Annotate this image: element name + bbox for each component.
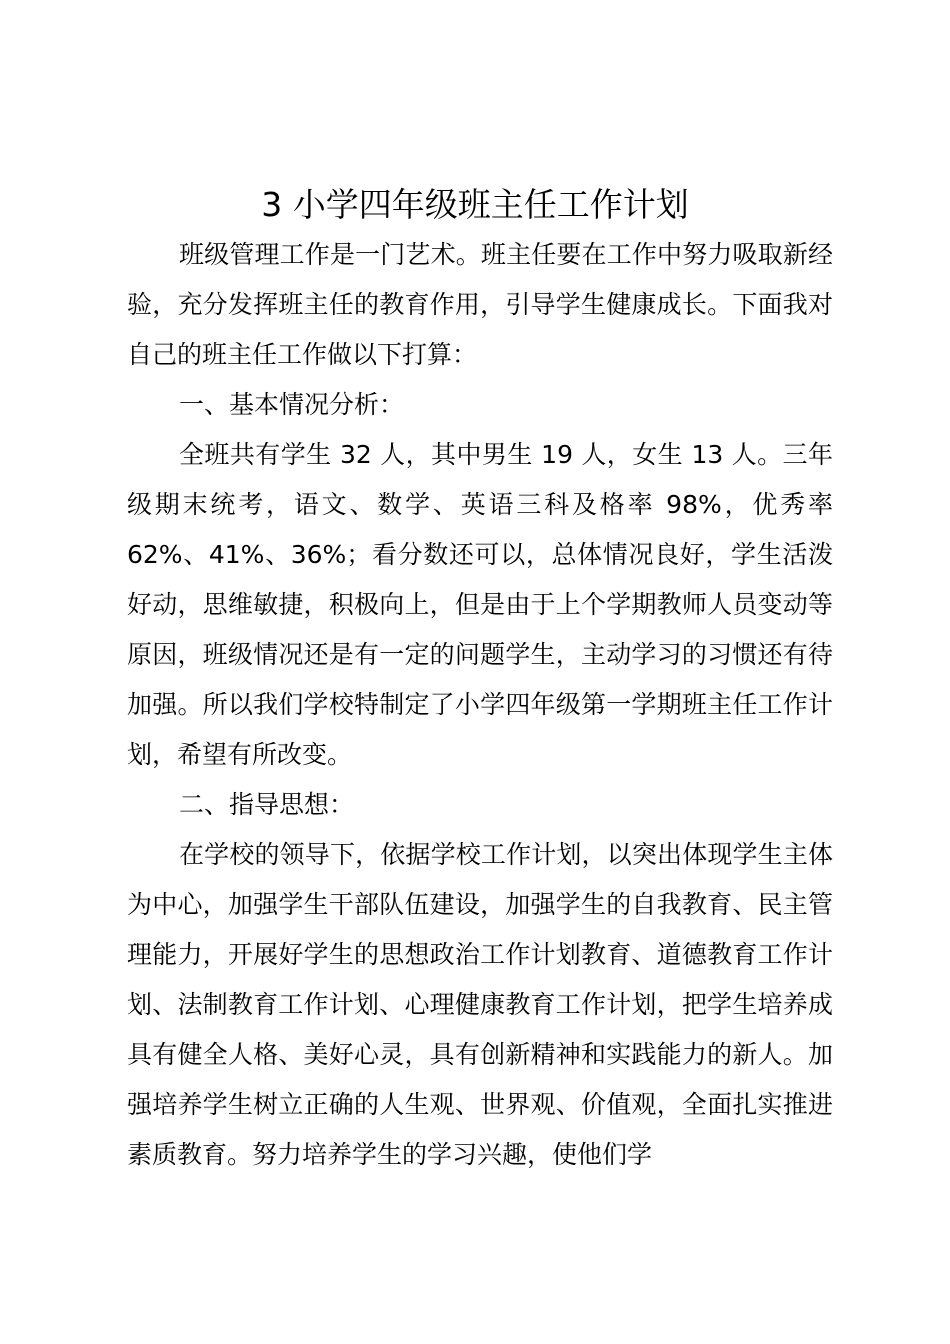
document-body: [127, 230, 833, 1180]
paragraph-intro: 班级管理工作是一门艺术。班主任要在工作中努力吸取新经验，充分发挥班主任的教育作用，引导学生健康成长。下面我对自己的班主任工作做以下打算：: [127, 240, 833, 369]
paragraph-guiding-thought: 在学校的领导下，依据学校工作计划，以突出体现学生主体为中心，加强学生干部队伍建设，加强学生的自我教育、民主管理能力，开展好学生的思想政治工作计划教育、道德教育工作计划、法制教育工作计划、心理健康教育工作计划，把学生培养成具有健全人格、美好心灵，具有创新精神和实践能力的新人。加强培养学生树立正确的人生观、世界观、价值观，全面扎实推进素质教育。努力培养学生的学习兴趣，使他们学: [127, 840, 833, 1169]
section-heading-guiding-thought: 二、指导思想：: [179, 790, 355, 819]
section-heading-basic-situation: 一、基本情况分析：: [179, 390, 405, 419]
paragraph-basic-situation: 全班共有学生 32 人，其中男生 19 人，女生 13 人。三年级期末统考，语文、数学、英语三科及格率 98%，优秀率 62%、41%、36%；看分数还可以，总体情况良好，学生活泼好动，思维敏捷，积极向上，但是由于上个学期教师人员变动等原因，班级情况还是有一定的问题学生，主动学习的习惯还有待加强。所以我们学校特制定了小学四年级第一学期班主任工作计划，希望有所改变。: [127, 440, 833, 769]
document-title: 3 小学四年级班主任工作计划: [261, 185, 689, 224]
